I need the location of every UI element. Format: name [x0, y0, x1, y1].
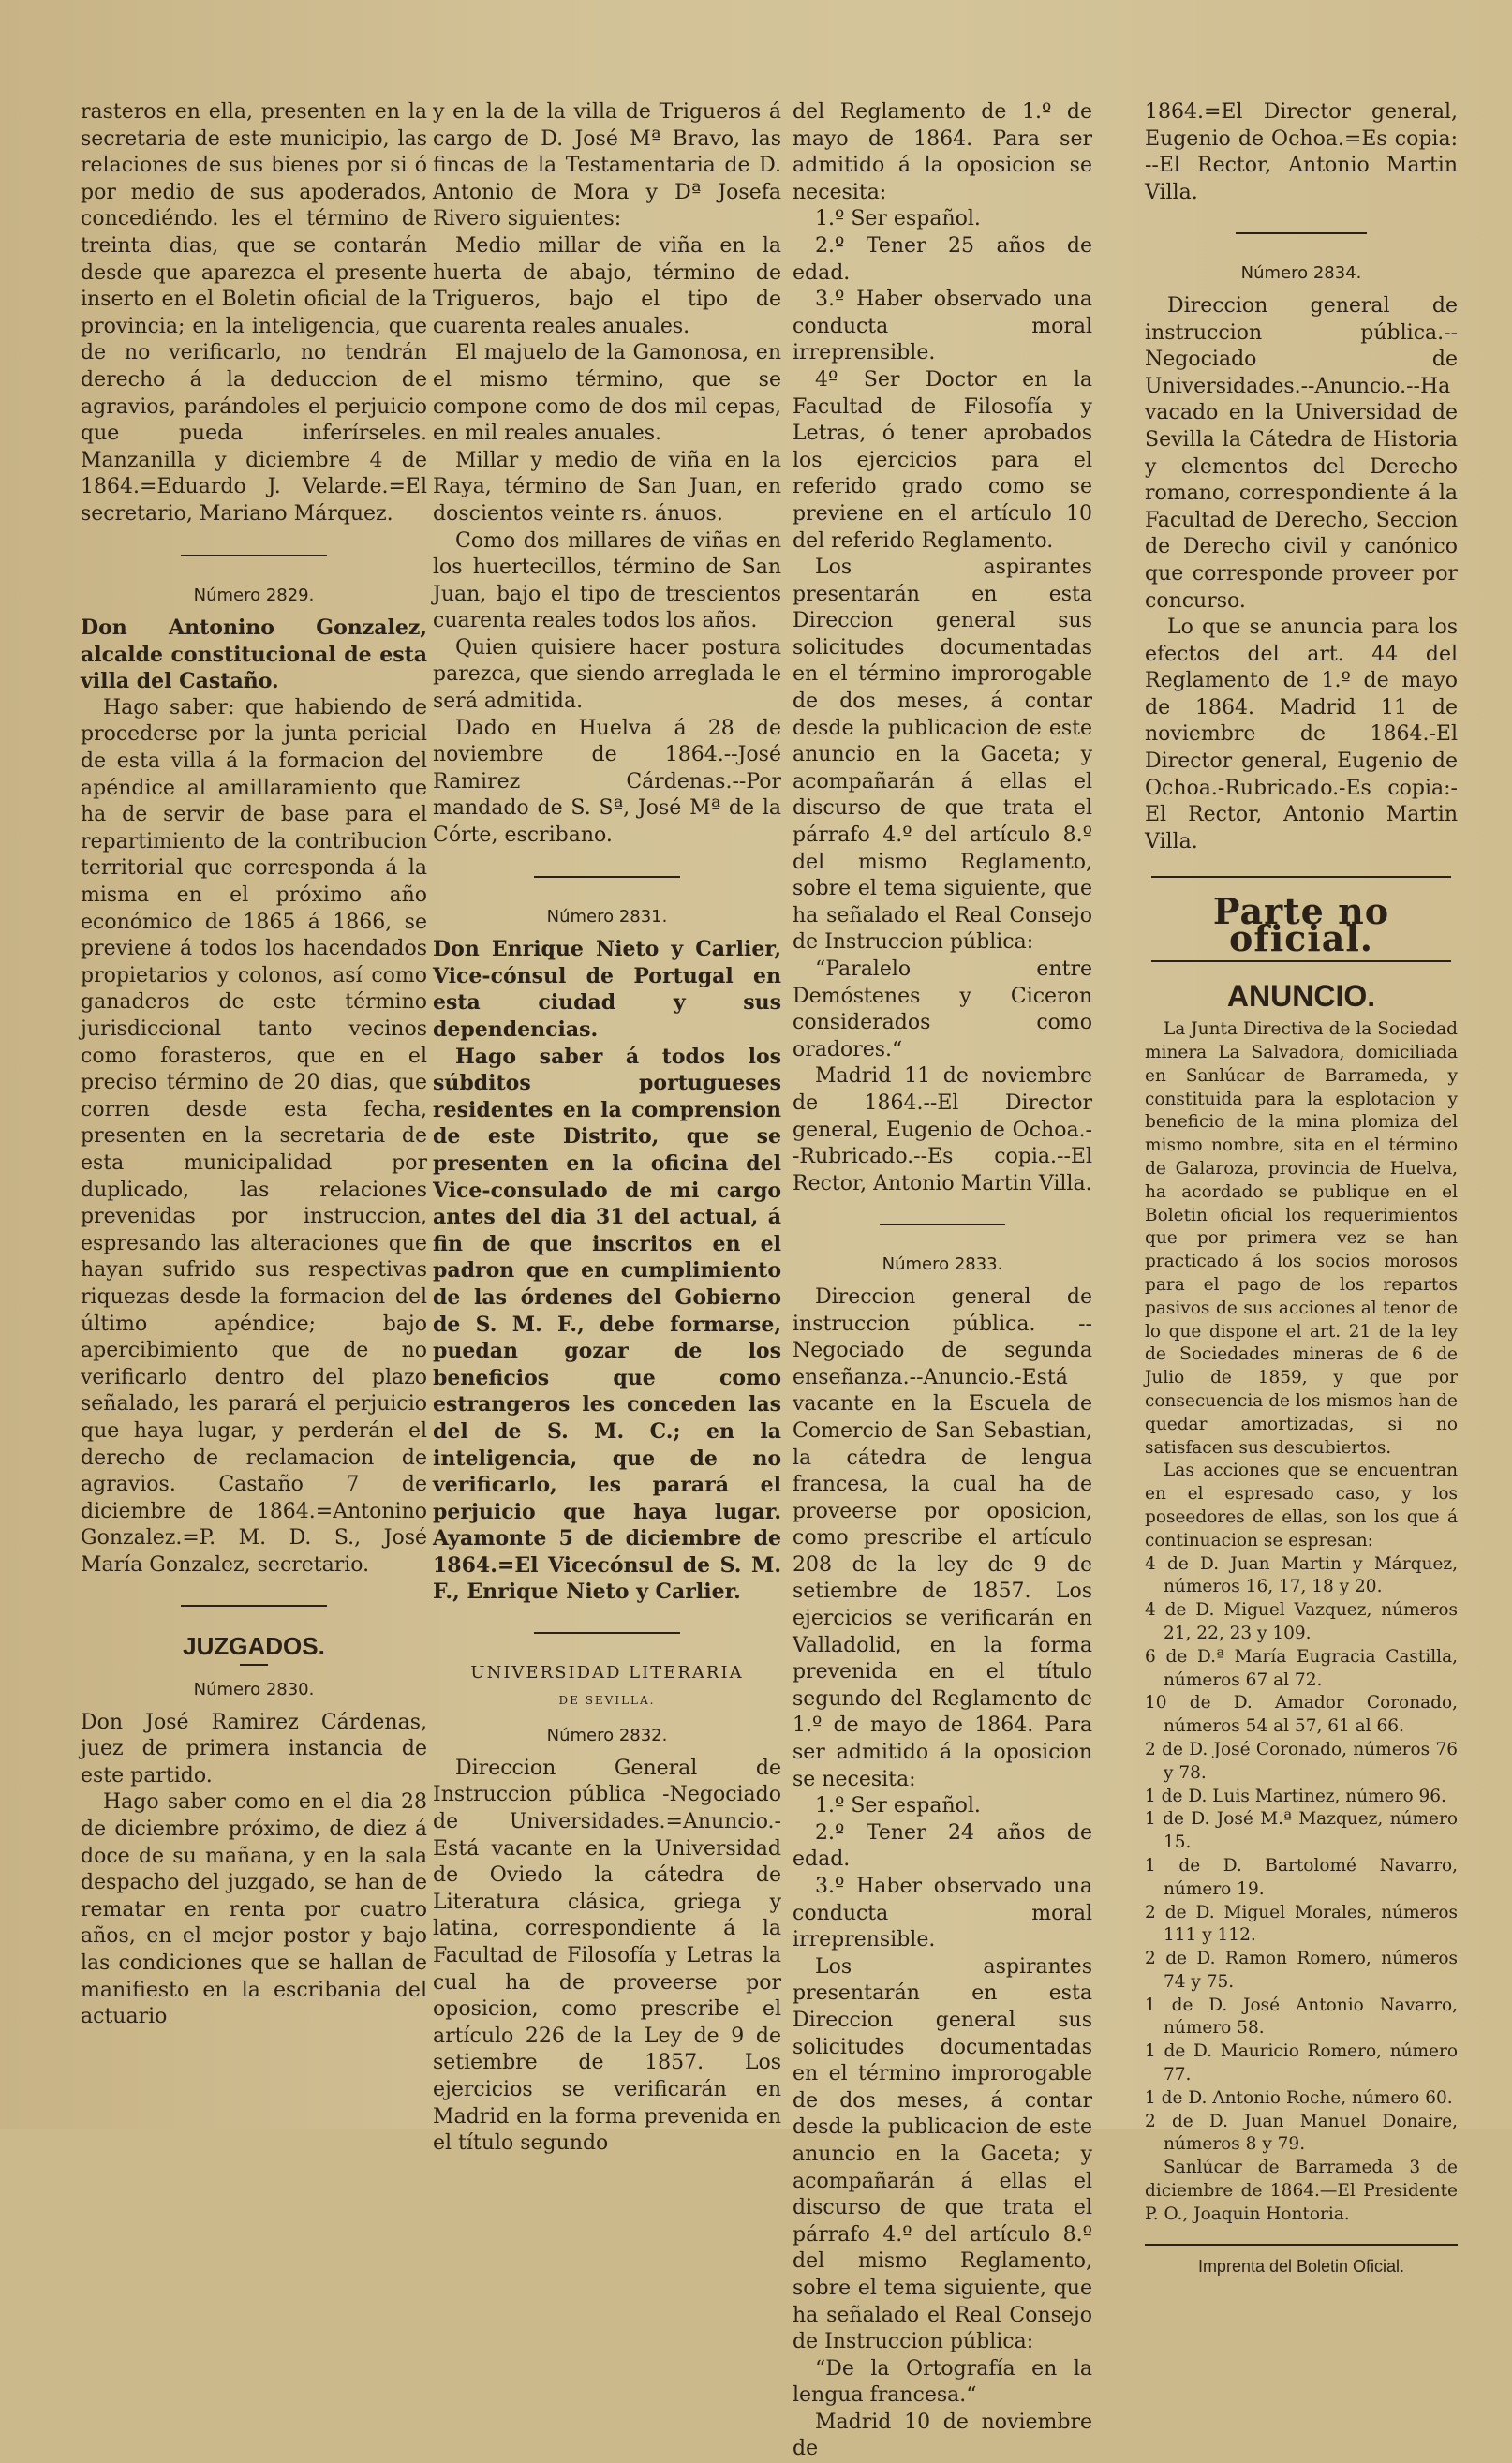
divider: [534, 876, 680, 878]
paragraph: Dado en Huelva á 28 de noviembre de 1864.--José Ramirez Cárdenas.--Por mandado de S. Sª, José Mª de la Córte, escribano.: [433, 716, 781, 848]
divider: [1236, 232, 1367, 234]
section-heading: UNIVERSIDAD LITERARIA: [470, 1663, 744, 1684]
list-item: 1 de D. José Antonio Navarro, número 58.: [1145, 1995, 1458, 2039]
list-item: 2 de D. Miguel Morales, números 111 y 112.: [1145, 1902, 1458, 1946]
paragraph: y en la de la villa de Trigueros á cargo de D. José Mª Bravo, las fincas de la Testamentaria de D. Antonio de Mora y Dª Josefa Rivero siguientes:: [433, 100, 781, 231]
requirement: 4º Ser Doctor en la Facultad de Filosofía y Letras, ó tener aprobados los ejercicios para el referido grado como se previene en el artículo 10 del referido Reglamento.: [793, 367, 1092, 553]
paragraph: Hago saber: que habiendo de procederse por la junta pericial de esta villa á la formacion del apéndice al amillaramiento que ha de servir de base para el repartimiento de la contribucion territorial que corresponda á la misma en el próximo año económico de 1865 á 1866, se previene á todos los hacendados propietarios y colonos, así como ganaderos de este término jurisdiccional tanto vecinos como forasteros, que en el preciso término de 20 dias, que corren desde esta fecha, presenten en la secretaria de esta municipalidad por duplicado, las relaciones prevenidas por instruccion, espresando las alteraciones que hayan sufrido sus respectivas riquezas desde la formacion del último apéndice; bajo apercibimiento que de no verificarlo dentro del plazo señalado, les parará el perjuicio que haya lugar, y perderán el derecho de reclamacion de agravios. Castaño 7 de diciembre de 1864.=Antonino Gonzalez.=P. M. D. S., José María Gonzalez, secretario.: [81, 695, 427, 1577]
paragraph: “Paralelo entre Demóstenes y Ciceron considerados como oradores.“: [793, 957, 1092, 1061]
divider: [1151, 960, 1452, 962]
paragraph: Hago saber como en el dia 28 de diciembre próximo, de diez á doce de su mañana, y en la sala despacho del juzgado, se han de rematar en renta por cuatro años, en el mejor postor y bajo las condiciones que se hallan de manifiesto en la escribania del actuario: [81, 1790, 427, 2029]
paragraph: El majuelo de la Gamonosa, en el mismo término, que se compone como de dos mil cepas, en mil reales anuales.: [433, 341, 781, 446]
paragraph: 1864.=El Director general, Eugenio de Ochoa.=Es copia: --El Rector, Antonio Martin Villa.: [1145, 100, 1458, 204]
requirement: 1.º Ser español.: [815, 1794, 981, 1818]
divider: [1151, 876, 1452, 878]
list-item: 2 de D. José Coronado, números 76 y 78.: [1145, 1739, 1458, 1783]
announcement-body: [1145, 1018, 1458, 2226]
divider: [181, 555, 326, 556]
column-3: [793, 99, 1092, 2463]
notice-number: Número 2834.: [1240, 263, 1362, 284]
list-item: 1 de D. Mauricio Romero, número 77.: [1145, 2041, 1458, 2085]
list-item: 6 de D.ª María Eugracia Castilla, números 67 al 72.: [1145, 1646, 1458, 1690]
paragraph: Los aspirantes presentarán en esta Direccion general sus solicitudes documentadas en el término improrogable de dos meses, á contar desde la publicacion de este anuncio en la Gaceta; y acompañarán á ellas el discurso de que trata el párrafo 4.º del artículo 8.º del mismo Reglamento, sobre el tema siguiente, que ha señalado el Real Consejo de Instruccion pública:: [793, 1954, 1092, 2354]
requirement: 2.º Tener 25 años de edad.: [793, 233, 1092, 285]
list-item: 2 de D. Ramon Romero, números 74 y 75.: [1145, 1949, 1458, 1992]
list-item: 1 de D. Luis Martinez, número 96.: [1145, 1786, 1446, 1806]
paragraph: del Reglamento de 1.º de mayo de 1864. Para ser admitido á la oposicion se necesita:: [793, 100, 1092, 204]
column-2: [433, 99, 781, 2158]
requirement: 3.º Haber observado una conducta moral irreprensible.: [793, 1875, 1092, 1952]
paragraph: Millar y medio de viña en la Raya, término de San Juan, en doscientos veinte rs. ánuos.: [433, 448, 781, 526]
column-4: [1145, 99, 1458, 2279]
list-item: 4 de D. Miguel Vazquez, números 21, 22, 23 y 109.: [1145, 1600, 1458, 1643]
paragraph: La Junta Directiva de la Sociedad minera La Salvadora, domiciliada en Sanlúcar de Barrameda, y constituida para la esplotacion y beneficio de la mina plomiza del mismo nombre, sita en el término de Galaroza, provincia de Huelva, ha acordado se publique en el Boletin oficial los requerimientos que por primera vez se han practicado á los socios morosos para el pago de los repartos pasivos de sus acciones al tenor de lo que dispone el art. 21 de la ley de Sociedades mineras de 6 de Julio de 1859, y que por consecuencia de los mismos han de quedar amortizadas, si no satisfacen sus descubiertos.: [1145, 1019, 1458, 1458]
paragraph: Direccion General de Instruccion pública -Negociado de Universidades.=Anuncio.-Está vacante en la Universidad de Oviedo la cátedra de Literatura clásica, griega y latina, correspondiente á la Facultad de Filosofía y Letras la cual ha de proveerse por oposicion, como prescribe el artículo 226 de la Ley de 9 de setiembre de 1857. Los ejercicios se verificarán en Madrid en la forma prevenida en el título segundo: [433, 1756, 781, 2156]
paragraph: Madrid 11 de noviembre de 1864.--El Director general, Eugenio de Ochoa.--Rubricado.--Es copia.--El Rector, Antonio Martin Villa.: [793, 1064, 1092, 1195]
list-item: 2 de D. Juan Manuel Donaire, números 8 y 79.: [1145, 2111, 1458, 2155]
divider: [534, 1632, 680, 1634]
notice-number: Número 2832.: [546, 1726, 668, 1746]
paragraph: Medio millar de viña en la huerta de abajo, término de Trigueros, bajo el tipo de cuarenta reales anuales.: [433, 233, 781, 338]
printer-imprint: Imprenta del Boletin Oficial.: [1145, 2244, 1458, 2280]
divider: [240, 1664, 268, 1666]
notice-heading: Don José Ramirez Cárdenas, juez de primera instancia de este partido.: [81, 1710, 427, 1788]
list-item: 10 de D. Amador Coronado, números 54 al 57, 61 al 66.: [1145, 1693, 1458, 1737]
notice-number: Número 2833.: [882, 1254, 1003, 1275]
paragraph: Como dos millares de viñas en los huertecillos, término de San Juan, bajo el tipo de trescientos cuarenta reales todos los años.: [433, 528, 781, 633]
paragraph: Las acciones que se encuentran en el espresado caso, y los poseedores de ellas, son los que á continuacion se espresan:: [1145, 1461, 1458, 1551]
notice-heading: Don Antonino Gonzalez, alcalde constitucional de esta villa del Castaño.: [81, 616, 427, 694]
notice-number: Número 2830.: [193, 1680, 315, 1700]
list-item: 1 de D. Antonio Roche, número 60.: [1145, 2087, 1453, 2108]
section-heading: JUZGADOS.: [183, 1632, 325, 1661]
notice-number: Número 2831.: [546, 906, 668, 927]
paragraph: Quien quisiere hacer postura parezca, que siendo arreglada le será admitida.: [433, 635, 781, 714]
paragraph: Direccion general de instruccion pública.--Negociado de Universidades.--Anuncio.--Ha vacado en la Universidad de Sevilla la Cátedra de Historia y elementos del Derecho romano, correspondiente á la Facultad de Derecho, Seccion de Derecho civil y canónico que corresponde proveer por concurso.: [1145, 293, 1458, 613]
column-1: [81, 99, 427, 2031]
notice-number: Número 2829.: [193, 585, 315, 605]
section-subheading: DE SEVILLA.: [558, 1693, 656, 1707]
paragraph: rasteros en ella, presenten en la secretaria de este municipio, las relaciones de sus bienes por si ó por medio de sus apoderados, concediéndo. les el término de treinta dias, que se contarán desde que aparezca el presente inserto en el Boletin oficial de la provincia; en la inteligencia, que de no verificarlo, no tendrán derecho á la deduccion de agravios, parándoles el perjuicio que pueda inferírseles. Manzanilla y diciembre 4 de 1864.=Eduardo J. Velarde.=El secretario, Mariano Márquez.: [81, 100, 427, 526]
list-item: 1 de D. José M.ª Mazquez, número 15.: [1145, 1809, 1458, 1853]
requirement: 1.º Ser español.: [815, 207, 981, 231]
requirement: 2.º Tener 24 años de edad.: [793, 1820, 1092, 1872]
requirement: 3.º Haber observado una conducta moral irreprensible.: [793, 288, 1092, 365]
paragraph: Hago saber á todos los súbditos portugueses residentes en la comprension de este Distrito, que se presenten en la oficina del Vice-consulado de mi cargo antes del dia 31 del actual, á fin de que inscritos en el padron que en cumplimiento de las órdenes del Gobierno de S. M. F., debe formarse, puedan gozar de los beneficios que como estrangeros les conceden las del de S. M. C.; en la inteligencia, que de no verificarlo, les parará el perjuicio que haya lugar. Ayamonte 5 de diciembre de 1864.=El Vicecónsul de S. M. F., Enrique Nieto y Carlier.: [433, 1044, 781, 1605]
list-item: 1 de D. Bartolomé Navarro, número 19.: [1145, 1855, 1458, 1899]
paragraph: Direccion general de instruccion pública. --Negociado de segunda enseñanza.--Anuncio.-Está vacante en la Escuela de Comercio de San Sebastian, la cátedra de lengua francesa, la cual ha de proveerse por oposicion, como prescribe el artículo 208 de la ley de 9 de setiembre de 1857. Los ejercicios se verificarán en Valladolid, en la forma prevenida en el título segundo del Reglamento de 1.º de mayo de 1864. Para ser admitido á la oposicion se necesita:: [793, 1284, 1092, 1791]
paragraph: Madrid 10 de noviembre de: [793, 2410, 1092, 2461]
paragraph: Sanlúcar de Barrameda 3 de diciembre de 1864.—El Presidente P. O., Joaquin Hontoria.: [1145, 2158, 1458, 2224]
paragraph: Los aspirantes presentarán en esta Direccion general sus solicitudes documentadas en el término improrogable de dos meses, á contar desde la publicacion de este anuncio en la Gaceta; y acompañarán á ellas el discurso de que trata el párrafo 4.º del artículo 8.º del mismo Reglamento, sobre el tema siguiente, que ha señalado el Real Consejo de Instruccion pública:: [793, 556, 1092, 955]
divider: [181, 1605, 326, 1607]
list-item: 4 de D. Juan Martin y Márquez, números 16, 17, 18 y 20.: [1145, 1553, 1458, 1597]
divider: [880, 1224, 1005, 1225]
notice-heading: Don Enrique Nieto y Carlier, Vice-cónsul de Portugal en esta ciudad y sus dependencias.: [433, 937, 781, 1042]
section-heading: ANUNCIO.: [1226, 978, 1376, 1013]
section-title: Parte no oficial.: [1212, 890, 1390, 960]
paragraph: Lo que se anuncia para los efectos del art. 44 del Reglamento de 1.º de mayo de 1864. Madrid 11 de noviembre de 1864.-El Director general, Eugenio de Ochoa.-Rubricado.-Es copia:-El Rector, Antonio Martin Villa.: [1145, 616, 1458, 853]
paragraph: “De la Ortografía en la lengua francesa.“: [793, 2356, 1092, 2408]
